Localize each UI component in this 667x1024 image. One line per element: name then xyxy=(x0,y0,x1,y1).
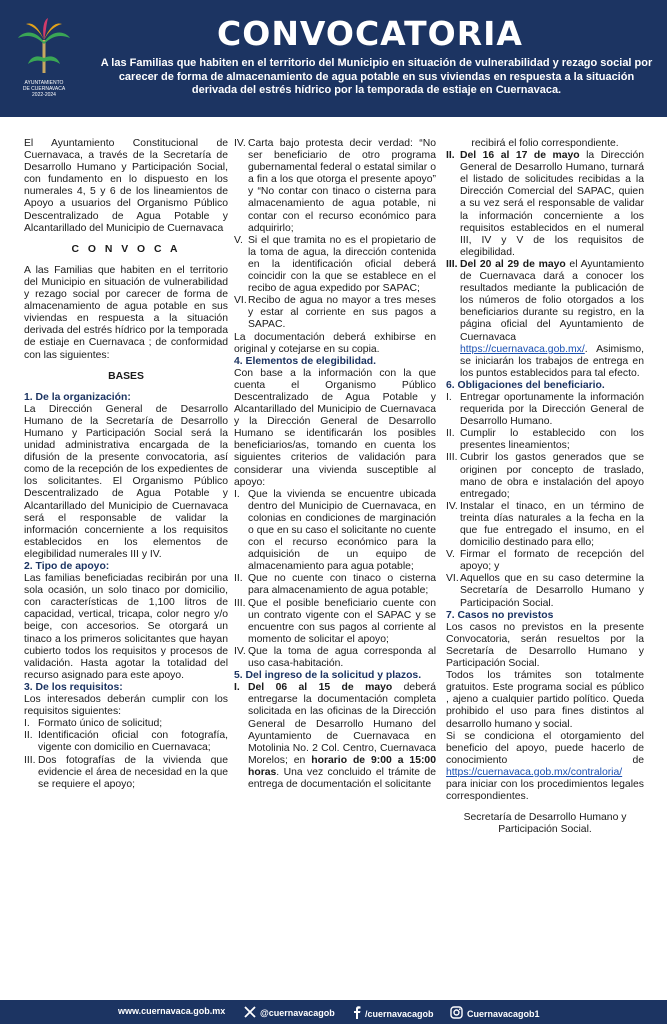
item-number: IV. xyxy=(234,138,246,149)
contraloria-link[interactable]: https://cuernavaca.gob.mx/contraloria/ xyxy=(446,766,623,778)
logo-line-3: 2022-2024 xyxy=(32,92,56,98)
section-6-title: 6. Obligaciones del beneficiario. xyxy=(446,379,605,391)
date-range: Del 16 al 17 de mayo xyxy=(460,150,580,162)
section-4-title: 4. Elementos de elegibilidad. xyxy=(234,355,377,367)
header-banner xyxy=(0,0,667,117)
continuation-text: recibirá el folio correspondiente. xyxy=(471,138,619,149)
list-item xyxy=(24,730,228,754)
item-text: Identificación oficial con fotografía, vigente con domicilio en Cuernavaca; xyxy=(38,730,228,754)
list-item xyxy=(234,646,436,670)
section-1-title: 1. De la organización: xyxy=(24,391,131,403)
item-number: III. xyxy=(446,258,458,270)
item-number: II. xyxy=(234,573,243,585)
office-hours: horario de 9:00 a 15:00 horas xyxy=(248,754,436,778)
footer-bar xyxy=(0,1000,667,1024)
convoca-paragraph: A las Familias que habiten en el territorio del Municipio en situación de vulnerabilidad y rezago social por carecer de forma de almacenamiento de agua potable en sus viviendas en respuesta a la situación derivada del estrés hídrico por la temporada de estiaje en Cuernavaca ; de conformidad con las siguientes: xyxy=(24,264,228,361)
list-item xyxy=(446,549,644,573)
column-2 xyxy=(234,138,436,791)
list-item xyxy=(446,452,644,500)
item-text: Recibo de agua no mayor a tres meses y estar al corriente en sus pagos a SAPAC. xyxy=(248,295,436,331)
website-link[interactable]: https://cuernavaca.gob.mx/ xyxy=(460,343,585,355)
item-number: III. xyxy=(234,597,246,609)
item-text: Carta bajo protesta decir verdad: “No ser beneficiario de otro programa gubernamental federal o estatal similar o a fin a los que otorga el presente apoyo” y “No contar con tinaco o cisterna para almacenamiento de agua potable, ni contar con el recurso económico para adquirirlo; xyxy=(248,138,436,234)
item-number: IV. xyxy=(234,645,246,657)
item-number: III. xyxy=(446,452,458,464)
x-icon xyxy=(244,1006,256,1020)
column-1 xyxy=(24,138,228,791)
footer-fb-text: /cuernavacagob xyxy=(365,1008,434,1019)
logo-line-2: DE CUERNAVACA xyxy=(22,86,66,92)
page-subtitle: A las Familias que habiten en el territorio del Municipio en situación de vulnerabilidad y rezago social por carecer de forma de almacenamiento de agua potable en sus viviendas en respuesta a la situación derivada del estrés hídrico por la temporada de estiaje en Cuernavaca. xyxy=(100,57,653,96)
list-item xyxy=(234,138,436,235)
item-number: I. xyxy=(446,391,452,403)
list-item xyxy=(446,428,644,452)
item-text: Dos fotografías de la vivienda que evidencie el área de necesidad en la que se requiere el apoyo; xyxy=(38,754,228,790)
list-item xyxy=(446,573,644,609)
item-text: Cumplir lo establecido con los presentes lineamientos; xyxy=(460,428,644,452)
item-text: Firmar el formato de recepción del apoyo; y xyxy=(460,549,644,573)
item-number: IV. xyxy=(446,500,458,512)
section-1-text: La Dirección General de Desarrollo Humano de la Secretaría de Desarrollo Humano y Participación Social será la unidad administrativa encargada de la difusión de la presente convocatoria, así como de la recepción de los expedientes de los solicitantes. El Organismo Público Descentralizado de Agua Potable y Alcantarillado del Municipio de Cuernavaca será el responsable de validar la información concerniente a los requisitos establecidos en los elementos de elegibilidad numerales III y IV. xyxy=(24,403,228,560)
footer-instagram[interactable] xyxy=(450,1006,540,1021)
footer-x-text: @cuernavacagob xyxy=(260,1008,335,1018)
item-number: V. xyxy=(234,234,243,246)
footer-web[interactable] xyxy=(118,1006,225,1016)
date-range: Del 20 al 29 de mayo xyxy=(460,258,566,270)
item-number: I. xyxy=(24,718,30,730)
section-5-title: 5. Del ingreso de la solicitud y plazos. xyxy=(234,670,422,682)
date-range: Del 06 al 15 de mayo xyxy=(248,682,393,694)
list-item xyxy=(234,489,436,574)
item-text: Que el posible beneficiario cuente con un contrato vigente con el SAPAC y se encuentre con sus pagos al corriente al momento de solicitar el apoyo; xyxy=(248,597,436,645)
item-number: II. xyxy=(446,150,455,162)
list-item xyxy=(24,755,228,791)
item-number: V. xyxy=(446,549,455,561)
footer-facebook[interactable] xyxy=(352,1006,434,1021)
list-item xyxy=(234,682,436,791)
documentation-note: La documentación deberá exhibirse en original y cotejarse en su copia. xyxy=(234,331,436,355)
convoca-heading: C O N V O C A xyxy=(71,243,181,255)
footer-ig-text: Cuernavacagob1 xyxy=(467,1008,540,1019)
item-text: Formato único de solicitud; xyxy=(38,718,163,730)
item-text: Entregar oportunamente la información requerida por la Dirección General de Desarrollo Humano. xyxy=(460,391,644,428)
intro-paragraph: El Ayuntamiento Constitucional de Cuernavaca, a través de la Secretaría de Desarrollo Humano y Participación Social, con fundamento en lo dispuesto en los numerales 4, 5 y 6 de los lineamientos de Apoyo a usuarios del Organismo Público Descentralizado de Agua Potable y Alcantarillado del Municipio de Cuernavaca xyxy=(24,138,228,234)
list-item xyxy=(446,150,644,259)
section-7-text-3a: Si se condiciona el otorgamiento del beneficio del apoyo, puede hacerlo de conocimiento de xyxy=(446,730,644,766)
ayuntamiento-logo xyxy=(14,18,74,110)
bases-heading: BASES xyxy=(108,370,144,382)
item-text: Que la vivienda se encuentre ubicada dentro del Municipio de Cuernavaca, en colonias en condiciones de marginación o que en su caso el solicitante no cuente con el recurso económico para la adquisición de un equipo de almacenamiento para agua potable; xyxy=(248,488,436,573)
item-number: II. xyxy=(446,428,455,440)
item-number: VI. xyxy=(446,573,459,585)
logo-line-1: AYUNTAMIENTO xyxy=(24,80,64,86)
item-number: I. xyxy=(234,682,240,694)
section-3-text: Los interesados deberán cumplir con los requisitos siguientes: xyxy=(24,694,228,718)
section-7-text-3b: para iniciar con los procedimientos legales correspondientes. xyxy=(446,778,644,803)
page-title: CONVOCATORIA xyxy=(217,14,523,53)
section-7-text-2: Todos los trámites son totalmente gratuitos. Este programa social es público , ajeno a cualquier partido político. Queda prohibido el uso para fines distintos al desarrollo humano y social. xyxy=(446,670,644,730)
item-text: Cubrir los gastos generados que se originen por concepto de traslado, mano de obra e instalación del apoyo entregado; xyxy=(460,452,644,500)
item-text: la Dirección General de Desarrollo Humano, turnará el listado de solicitudes recibidas a la Dirección Comercial del SAPAC, quien a su vez será el responsable de validar la información concerniente a los requisitos establecidos en el numeral III, IV y V de los requisitos de elegibilidad. xyxy=(460,150,645,258)
signature: Secretaría de Desarrollo Humano y Participación Social. xyxy=(463,812,627,836)
section-7-title: 7. Casos no previstos xyxy=(446,609,554,621)
item-text: Que no cuente con tinaco o cisterna para almacenamiento de agua potable; xyxy=(248,573,436,597)
item-text: Que la toma de agua corresponda al uso casa-habitación. xyxy=(248,645,436,670)
list-item xyxy=(24,718,228,730)
section-2-title: 2. Tipo de apoyo: xyxy=(24,561,110,572)
item-text: Si el que tramita no es el propietario de la toma de agua, la dirección contenida en la identificación oficial deberá coincidir con la que se establece en el recibo de agua expedido por SAPAC; xyxy=(248,234,436,295)
list-item xyxy=(446,259,644,380)
footer-x[interactable] xyxy=(244,1006,335,1020)
section-2-text: Las familias beneficiadas recibirán por una sola ocasión, un solo tinaco por domicilio, con características de 1,100 litros de capacidad, vertical, tricapa, color negro y/o beige, con accesorios. Se otorgará un tinaco a los primeros solicitantes que hayan cubierto todos los requisitos y procesos de validación. Hasta agotar la totalidad del recurso asignado para este apoyo. xyxy=(24,573,228,681)
list-item xyxy=(234,573,436,597)
list-item xyxy=(234,235,436,295)
item-text: . Asimismo, se iniciarán los trabajos de entrega en los puntos establecidos para tal efecto. xyxy=(460,343,644,379)
item-text: . Una vez concluido el trámite de entrega de documentación el solicitante xyxy=(248,766,436,790)
item-number: I. xyxy=(234,488,240,500)
item-number: III. xyxy=(24,754,36,766)
item-number: VI. xyxy=(234,295,247,307)
instagram-icon xyxy=(450,1006,463,1021)
item-text: deberá entregarse la documentación completa solicitada en las oficinas de la Dirección General de Desarrollo Humano del Ayuntamiento de Cuernavaca en Motolinia No. 2 Col. Centro, Cuernavaca Morelos; en xyxy=(248,682,436,766)
section-4-text: Con base a la información con la que cuenta el Organismo Público Descentralizado de Agua Potable y Alcantarillado del Municipio de Cuernavaca y la Dirección General de Desarrollo Humano se identificarán los posibles beneficiarios/as, tomando en cuenta los siguientes criterios de validación para considerar una vivienda susceptible al apoyo: xyxy=(234,367,436,488)
section-3-title: 3. De los requisitos: xyxy=(24,681,123,693)
list-item xyxy=(446,392,644,428)
item-text: Aquellos que en su caso determine la Secretaría de Desarrollo Humano y Participación Social. xyxy=(460,573,644,609)
list-item xyxy=(234,295,436,331)
item-number: II. xyxy=(24,730,33,742)
section-7-text-1: Los casos no previstos en la presente Convocatoria, serán resueltos por la Secretaría de Desarrollo Humano y Participación Social. xyxy=(446,621,644,670)
item-text: el Ayuntamiento de Cuernavaca dará a conocer los resultados mediante la publicación de los números de folio otorgados a los beneficiarios durante su registro, en la página oficial del Ayuntamiento de Cuernavaca xyxy=(460,258,644,343)
facebook-icon xyxy=(352,1006,361,1021)
item-text: Instalar el tinaco, en un término de treinta días naturales a la fecha en la que fue entregado el insumo, en el domicilio destinado para ello; xyxy=(460,500,644,549)
list-item xyxy=(234,598,436,646)
column-3 xyxy=(446,138,644,836)
footer-web-text: www.cuernavaca.gob.mx xyxy=(118,1006,226,1016)
list-item xyxy=(446,501,644,549)
